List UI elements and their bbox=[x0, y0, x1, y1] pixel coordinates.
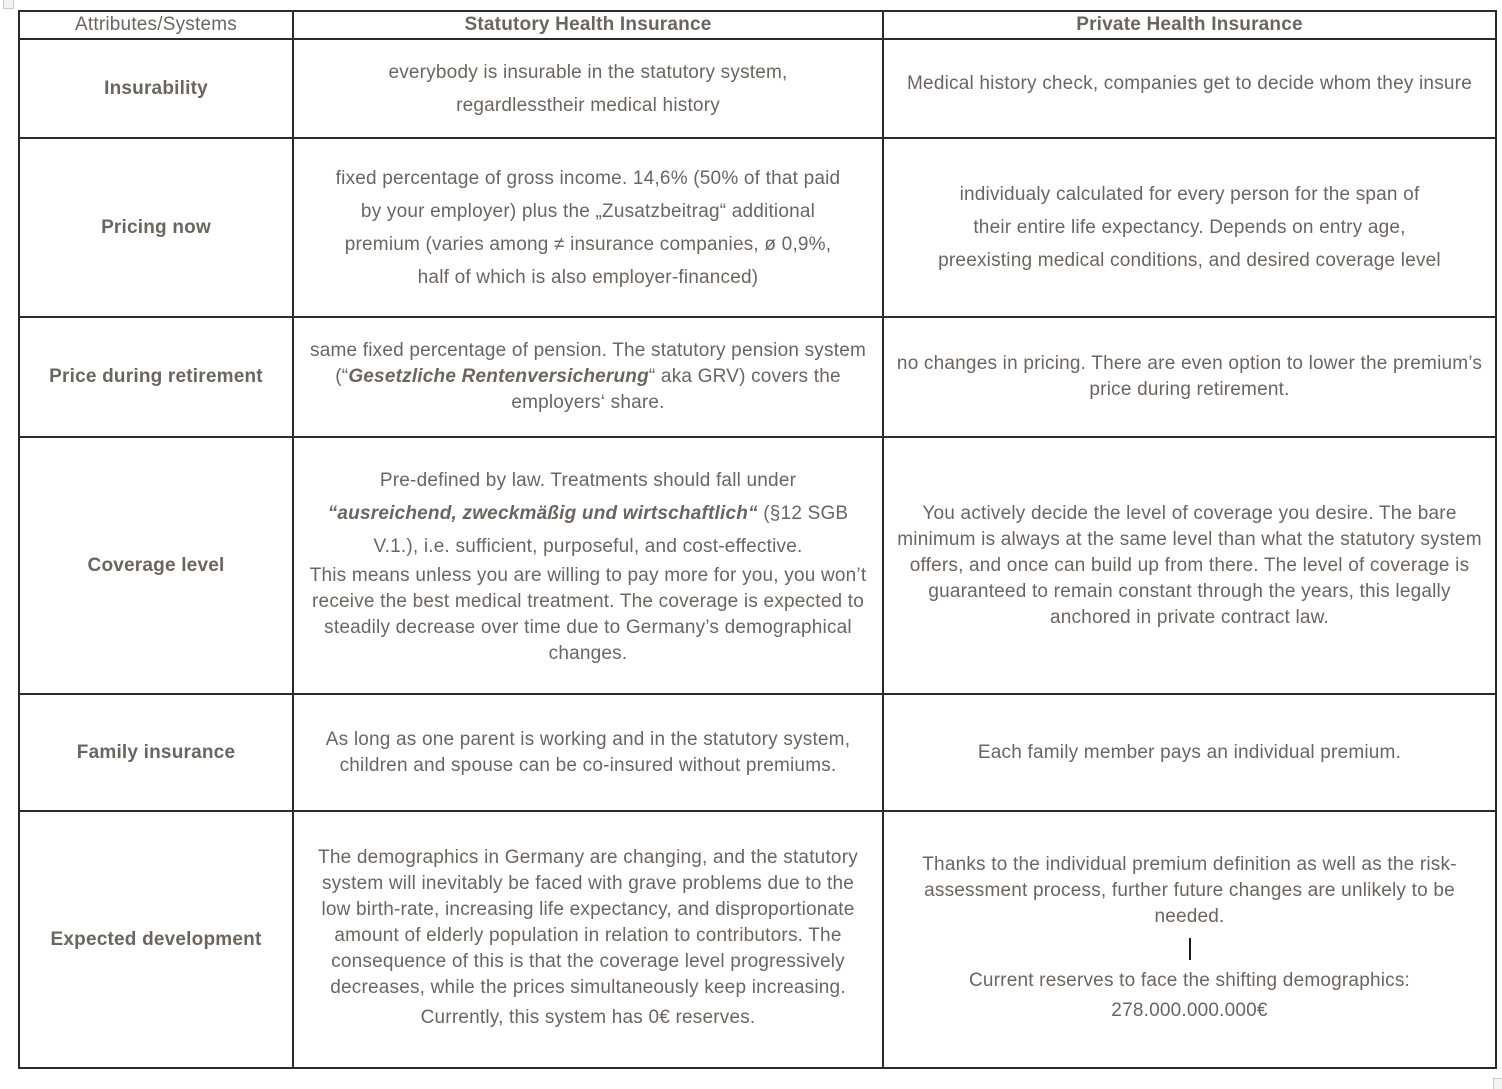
cell-text: As long as one parent is working and in the statutory system, children and spouse can be co-insured without premiums. bbox=[325, 728, 851, 776]
cell-text: This means unless you are willing to pay more for you, you won’t receive the best medical treatment. The coverage is expected to steadily decrease over time due to Germany’s demographical changes. bbox=[309, 565, 867, 664]
table-row-pricing-now bbox=[19, 138, 1496, 317]
comparison-table bbox=[18, 10, 1497, 1069]
row-label: Expected development bbox=[19, 811, 293, 1068]
table-resize-handle[interactable] bbox=[1493, 1078, 1502, 1089]
cell-line: by your employer) plus the „Zusatzbeitrag“ additional bbox=[360, 200, 816, 222]
header-private: Private Health Insurance bbox=[883, 11, 1496, 39]
statutory-cell bbox=[293, 138, 883, 317]
statutory-cell bbox=[293, 317, 883, 437]
private-cell bbox=[883, 694, 1496, 811]
cell-line: regardlesstheir medical history bbox=[456, 94, 720, 116]
cell-line: individualy calculated for every person for the span of bbox=[959, 184, 1420, 205]
table-anchor-handle[interactable] bbox=[3, 0, 14, 9]
cell-line: Pre-defined by law. Treatments should fall under bbox=[379, 470, 797, 491]
cell-line: preexisting medical conditions, and desired coverage level bbox=[938, 250, 1441, 271]
private-cell bbox=[883, 39, 1496, 138]
table-row-expected-development bbox=[19, 811, 1496, 1068]
table-row-price-during-retirement bbox=[19, 317, 1496, 437]
row-label: Coverage level bbox=[19, 437, 293, 694]
cell-text-after: (§12 SGB bbox=[757, 503, 849, 524]
header-row bbox=[19, 11, 1496, 39]
cell-text bbox=[306, 338, 870, 416]
cell-text-emphasis: Gesetzliche Rentenversicherung bbox=[348, 366, 649, 387]
row-label: Insurability bbox=[19, 39, 293, 138]
reserves-value: 278.000.000.000€ bbox=[1111, 1000, 1268, 1021]
row-label: Family insurance bbox=[19, 694, 293, 811]
table-row-family-insurance bbox=[19, 694, 1496, 811]
private-cell bbox=[883, 138, 1496, 317]
cell-line: fixed percentage of gross income. 14,6% (50% of that paid bbox=[335, 167, 841, 189]
cell-text: The demographics in Germany are changing, and the statutory system will inevitably be faced with grave problems due to the low birth-rate, increasing life expectancy, and disproportionate amount of elderly population in relation to contributors. The consequence of this is that the coverage level progressively decreases, while the prices simultaneously keep increasing. bbox=[318, 847, 858, 998]
cell-text: no changes in pricing. There are even option to lower the premium’s price during retirement. bbox=[896, 353, 1483, 400]
text-cursor bbox=[1189, 938, 1191, 960]
cell-line: premium (varies among ≠ insurance companies, ø 0,9%, bbox=[344, 233, 832, 255]
cell-line: V.1.), i.e. sufficient, purposeful, and cost-effective. bbox=[373, 536, 803, 557]
reserves-text: Currently, this system has 0€ reserves. bbox=[420, 1007, 756, 1028]
row-label: Price during retirement bbox=[19, 317, 293, 437]
cell-line: their entire life expectancy. Depends on entry age, bbox=[973, 217, 1406, 238]
cell-text-emphasis: “ausreichend, zweckmäßig und wirtschaftlich“ bbox=[327, 503, 758, 524]
cell-line: everybody is insurable in the statutory system, bbox=[388, 61, 788, 83]
private-cell bbox=[883, 317, 1496, 437]
row-label: Pricing now bbox=[19, 138, 293, 317]
reserves-label: Current reserves to face the shifting demographics: bbox=[968, 970, 1411, 991]
cell-text: Each family member pays an individual premium. bbox=[977, 741, 1402, 763]
cell-text-before: same fixed percentage of pension. The statutory pension system (“ bbox=[310, 340, 866, 387]
cell-line bbox=[306, 497, 870, 530]
statutory-cell bbox=[293, 694, 883, 811]
cell-text: Medical history check, companies get to decide whom they insure bbox=[907, 72, 1472, 94]
cell-line: half of which is also employer-financed) bbox=[417, 266, 759, 288]
statutory-cell bbox=[293, 39, 883, 138]
table-row-coverage-level bbox=[19, 437, 1496, 694]
cell-text: You actively decide the level of coverage you desire. The bare minimum is always at the same level than what the statutory system offers, and once can build up from there. The level of coverage is guaranteed to remain constant through the years, this legally anchored in private contract law. bbox=[897, 502, 1482, 628]
header-statutory: Statutory Health Insurance bbox=[293, 11, 883, 39]
cell-text-after: “ aka GRV) covers the employers‘ share. bbox=[511, 366, 841, 413]
private-cell bbox=[883, 811, 1496, 1068]
header-attributes: Attributes/Systems bbox=[19, 11, 293, 39]
private-cell bbox=[883, 437, 1496, 694]
table-row-insurability bbox=[19, 39, 1496, 138]
cell-text: Thanks to the individual premium definition as well as the risk-assessment process, further future changes are unlikely to be needed. bbox=[922, 854, 1457, 927]
statutory-cell bbox=[293, 811, 883, 1068]
statutory-cell bbox=[293, 437, 883, 694]
